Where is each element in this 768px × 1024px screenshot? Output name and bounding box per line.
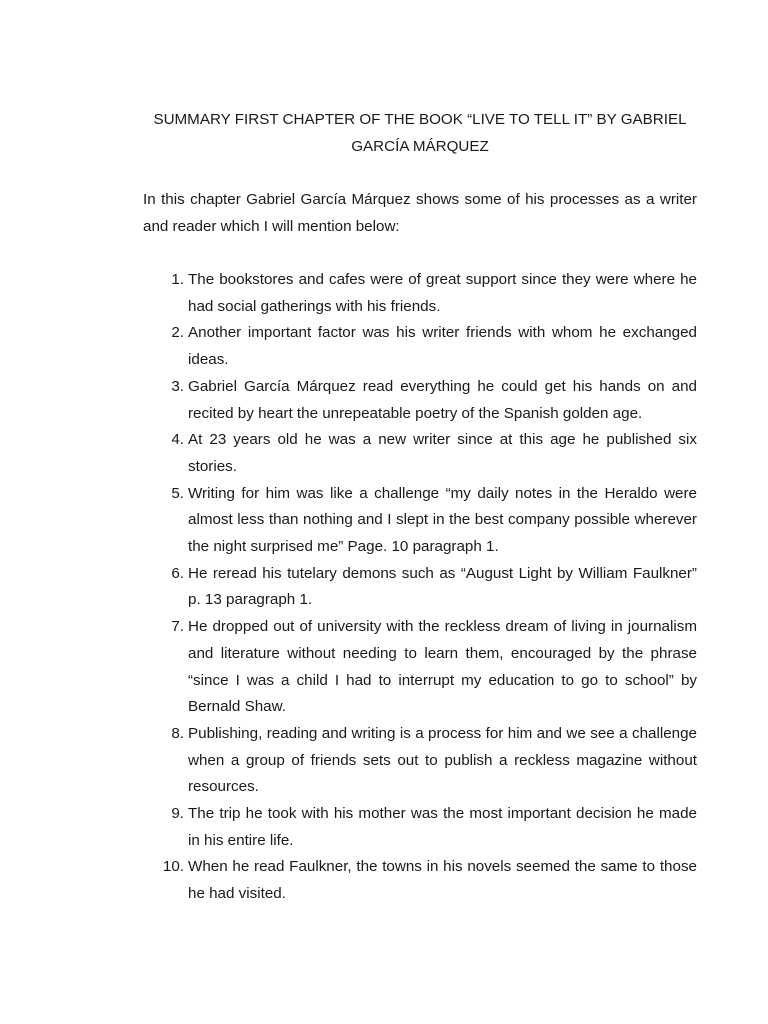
list-item: [143, 561, 697, 614]
list-item-number: 2.: [171, 324, 184, 342]
list-item-text: Gabriel García Márquez read everything he could get his hands on and recited by heart the unrepeatable poetry of the Spanish golden age.: [188, 377, 697, 422]
list-item-number: 1.: [171, 271, 184, 288]
list-item-text: He dropped out of university with the reckless dream of living in journalism and literature without needing to learn them, encouraged by the phrase “since I was a child I had to interrupt my education to go to school” by Bernald Shaw.: [188, 618, 697, 716]
list-item-number: 7.: [171, 618, 184, 636]
list-item: [143, 267, 697, 320]
list-item-text: Publishing, reading and writing is a process for him and we see a challenge when a group of friends sets out to publish a reckless magazine without resources.: [188, 724, 697, 796]
list-item-text: Writing for him was like a challenge “my daily notes in the Heraldo were almost less than nothing and I slept in the best company possible wherever the night surprised me” Page. 10 paragraph 1.: [188, 484, 697, 556]
list-item-text: The bookstores and cafes were of great support since they were where he had social gatherings with his friends.: [188, 271, 697, 315]
document-title: SUMMARY FIRST CHAPTER OF THE BOOK “LIVE TO TELL IT” BY GABRIEL GARCÍA MÁRQUEZ: [153, 111, 687, 155]
list-item-number: 5.: [171, 484, 184, 502]
list-item-number: 6.: [171, 564, 184, 582]
list-item: [143, 427, 697, 480]
list-item-number: 3.: [171, 377, 184, 395]
list-item-text: At 23 years old he was a new writer since at this age he published six stories.: [188, 431, 697, 475]
intro-paragraph: In this chapter Gabriel García Márquez shows some of his processes as a writer and reader which I will mention below:: [143, 191, 697, 235]
list-item: [143, 481, 697, 561]
list-item-text: He reread his tutelary demons such as “August Light by William Faulkner” p. 13 paragraph 1.: [188, 564, 697, 609]
list-item: [143, 801, 697, 854]
list-item: [143, 721, 697, 801]
summary-list: [143, 267, 697, 908]
list-item: [143, 374, 697, 427]
list-item-number: 4.: [171, 431, 184, 449]
list-item-text: The trip he took with his mother was the most important decision he made in his entire life.: [188, 805, 697, 849]
list-item-text: When he read Faulkner, the towns in his novels seemed the same to those he had visited.: [188, 858, 697, 903]
list-item-text: Another important factor was his writer friends with whom he exchanged ideas.: [188, 324, 697, 369]
list-item-number: 8.: [171, 724, 184, 742]
list-item: [143, 854, 697, 907]
list-item-number: 10.: [162, 858, 184, 876]
list-item: [143, 614, 697, 721]
list-item: [143, 320, 697, 373]
list-item-number: 9.: [171, 805, 184, 823]
